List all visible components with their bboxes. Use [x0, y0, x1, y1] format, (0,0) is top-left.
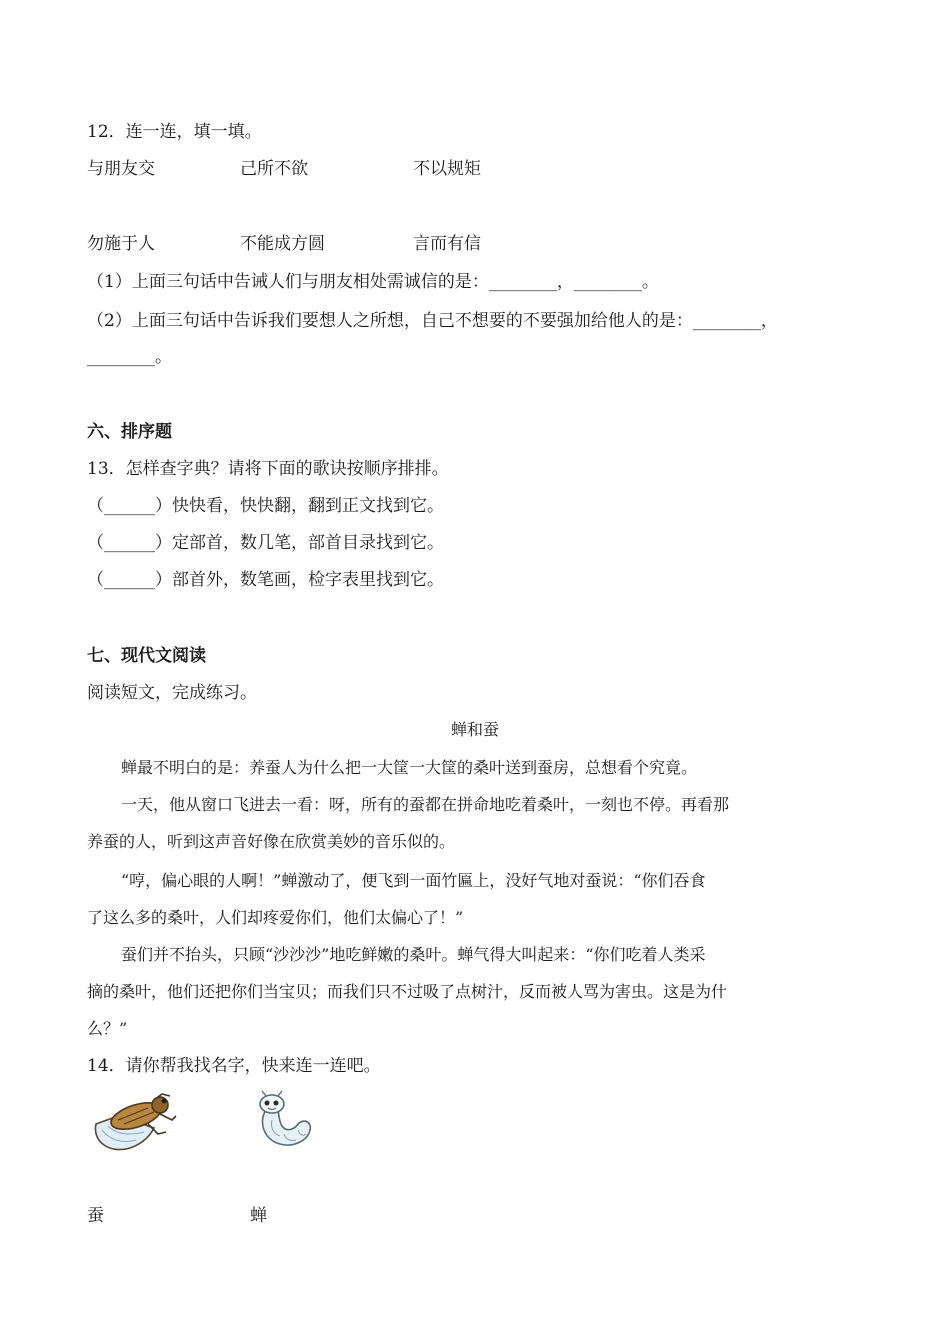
reading-p2-line2: 养蚕的人，听到这声音好像在欣赏美妙的音乐似的。 — [87, 832, 456, 851]
q12-row2-item-3[interactable]: 言而有信 — [413, 234, 481, 254]
q14-title: 14．请你帮我找名字，快来连一连吧。 — [87, 1056, 381, 1076]
section6-title: 六、排序题 — [87, 422, 172, 442]
reading-p3-line1: “哼，偏心眼的人啊！”蝉激动了，便飞到一面竹匾上，没好气地对蚕说：“你们吞食 — [121, 871, 706, 890]
q12-row1-item-3[interactable]: 不以规矩 — [413, 159, 481, 179]
reading-p1: 蝉最不明白的是：养蚕人为什么把一大筐一大筐的桑叶送到蚕房，总想看个究竟。 — [121, 758, 698, 777]
reading-p4-line3: 么？” — [87, 1019, 128, 1038]
q12-sub2-line2: ________。 — [87, 347, 172, 367]
q12-row2-item-2[interactable]: 不能成方圆 — [240, 234, 325, 254]
reading-p2-line1: 一天，他从窗口飞进去一看：呀，所有的蚕都在拼命地吃着桑叶，一刻也不停。再看那 — [121, 795, 730, 814]
q12-row1-item-2[interactable]: 己所不欲 — [240, 159, 308, 179]
reading-title: 蝉和蚕 — [450, 720, 499, 739]
q13-title: 13．怎样查字典？请将下面的歌诀按顺序排排。 — [87, 459, 449, 479]
q12-sub1: （1）上面三句话中告诫人们与朋友相处需诚信的是：________，________。 — [87, 272, 659, 292]
reading-intro: 阅读短文，完成练习。 — [87, 683, 257, 703]
q12-sub2-line1: （2）上面三句话中告诉我们要想人之所想，自己不想要的不要强加给他人的是：________， — [87, 311, 778, 331]
q13-item-1[interactable]: （______）快快看，快快翻，翻到正文找到它。 — [87, 496, 444, 516]
q12-row1-item-1[interactable]: 与朋友交 — [87, 159, 155, 179]
q13-item-2[interactable]: （______）定部首，数几笔，部首目录找到它。 — [87, 533, 444, 553]
q13-item-3[interactable]: （______）部首外，数笔画，检字表里找到它。 — [87, 570, 444, 590]
cicada-picture[interactable] — [88, 1090, 180, 1154]
q14-label-silkworm[interactable]: 蚕 — [87, 1206, 104, 1226]
reading-p4-line2: 摘的桑叶，他们还把你们当宝贝；而我们只不过吸了点树汁，反而被人骂为害虫。这是为什 — [87, 982, 728, 1001]
reading-p3-line2: 了这么多的桑叶，人们却疼爱你们，他们太偏心了！” — [87, 908, 464, 927]
q14-label-cicada[interactable]: 蝉 — [250, 1206, 267, 1226]
reading-p4-line1: 蚕们并不抬头，只顾“沙沙沙”地吃鲜嫩的桑叶。蝉气得大叫起来：“你们吃着人类采 — [121, 945, 706, 964]
q12-title: 12．连一连，填一填。 — [87, 122, 262, 142]
silkworm-picture[interactable] — [252, 1090, 318, 1154]
q12-row2-item-1[interactable]: 勿施于人 — [87, 234, 155, 254]
section7-title: 七、现代文阅读 — [87, 646, 206, 666]
